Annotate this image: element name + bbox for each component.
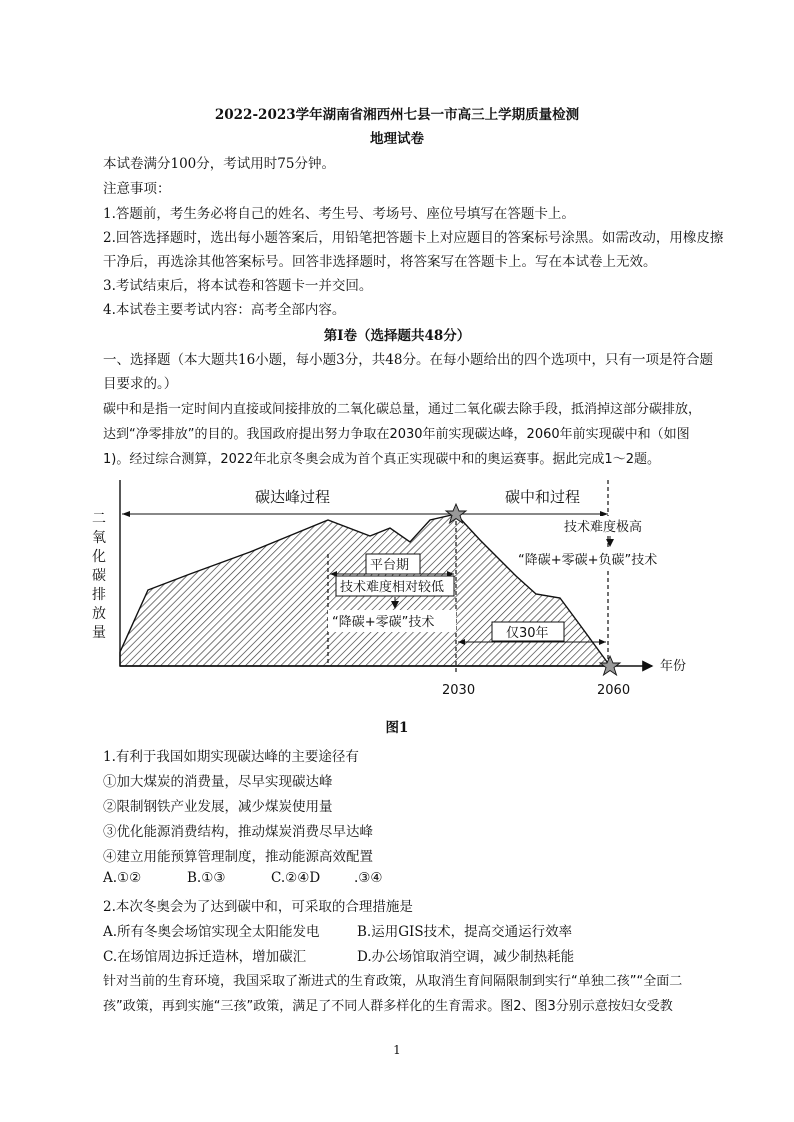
statement: ①加大煤炭的消费量，尽早实现碳达峰 xyxy=(103,774,333,790)
label-tech-reduce-zero: “降碳+零碳”技术 xyxy=(332,615,435,630)
section-title: 第Ⅰ卷（选择题共48分） xyxy=(323,328,471,344)
svg-text:二: 二 xyxy=(92,511,106,527)
score-line: 本试卷满分100分，考试用时75分钟。 xyxy=(103,156,335,172)
question-stem: 1.有利于我国如期实现碳达峰的主要途径有 xyxy=(103,749,359,765)
statement: ③优化能源消费结构，推动煤炭消费尽早达峰 xyxy=(103,824,373,840)
option-d: D.办公场馆取消空调，减少制热耗能 xyxy=(357,949,575,965)
label-peak-process: 碳达峰过程 xyxy=(255,488,331,506)
question-stem: 2.本次冬奥会为了达到碳中和，可采取的合理措施是 xyxy=(103,899,413,915)
section-intro: 目要求的。） xyxy=(103,376,178,392)
label-tech-high: 技术难度极高 xyxy=(564,520,643,535)
svg-text:排: 排 xyxy=(92,587,106,603)
x-axis-label: 年份 xyxy=(660,659,687,674)
option-b: B.①③ xyxy=(187,870,226,886)
passage-line: 达到“净零排放”的目的。我国政府提出努力争取在2030年前实现碳达峰，2060年前实现碳中和（如图 xyxy=(103,427,690,442)
option-b: B.运用GIS技术，提高交通运行效率 xyxy=(357,924,573,940)
figure-1-carbon-chart xyxy=(80,470,700,710)
passage-line: 1)。经过综合测算，2022年北京冬奥会成为首个真正实现碳中和的奥运赛事。据此完成1～2题。 xyxy=(103,452,660,467)
notice-item: 3.考试结束后，将本试卷和答题卡一并交回。 xyxy=(103,278,373,294)
svg-text:化: 化 xyxy=(92,549,106,565)
notice-item: 干净后，再选涂其他答案标号。回答非选择题时，将答案写在答题卡上。写在本试卷上无效。 xyxy=(103,254,657,270)
page-subtitle: 地理试卷 xyxy=(370,131,424,147)
option-c: C.在场馆周边拆迁造林，增加碳汇 xyxy=(103,949,307,965)
statement: ④建立用能预算管理制度，推动能源高效配置 xyxy=(103,849,373,865)
figure-caption: 图1 xyxy=(385,720,409,736)
notice-item: 4.本试卷主要考试内容：高考全部内容。 xyxy=(103,302,346,318)
year-2060-label: 2060 xyxy=(597,683,631,698)
y-axis-label xyxy=(92,511,106,641)
notice-heading: 注意事项： xyxy=(103,181,171,197)
svg-text:氧: 氧 xyxy=(92,530,106,546)
label-tech-low: 技术难度相对较低 xyxy=(340,580,445,595)
label-tech-reduce-zero-neg: “降碳+零碳+负碳”技术 xyxy=(518,553,658,568)
label-neutral-process: 碳中和过程 xyxy=(505,488,581,506)
passage-line: 孩”政策，再到实施“三孩”政策，满足了不同人群多样化的生育需求。图2、图3分别示意按妇女受教 xyxy=(103,999,673,1014)
option-a: A.①② xyxy=(103,870,142,886)
passage-line: 碳中和是指一定时间内直接或间接排放的二氧化碳总量，通过二氧化碳去除手段，抵消掉这部分碳排放， xyxy=(103,402,702,417)
page-number: 1 xyxy=(393,1043,401,1057)
svg-text:量: 量 xyxy=(92,625,106,641)
notice-item: 2.回答选择题时，选出每小题答案后，用铅笔把答题卡上对应题目的答案标号涂黑。如需改动，用橡皮擦 xyxy=(103,230,724,246)
notice-item: 1.答题前，考生务必将自己的姓名、考生号、考场号、座位号填写在答题卡上。 xyxy=(103,206,575,222)
svg-text:放: 放 xyxy=(92,606,106,622)
label-only-30: 仅30年 xyxy=(506,626,549,641)
svg-text:碳: 碳 xyxy=(92,568,106,584)
statement: ②限制钢铁产业发展，减少煤炭使用量 xyxy=(103,799,333,815)
page-title: 2022-2023学年湖南省湘西州七县一市高三上学期质量检测 xyxy=(214,107,580,123)
year-2030-label: 2030 xyxy=(442,683,476,698)
option-a: A.所有冬奥会场馆实现全太阳能发电 xyxy=(103,924,320,940)
option-c: C.②④D xyxy=(271,870,321,886)
section-intro: 一、选择题（本大题共16小题，每小题3分，共48分。在每小题给出的四个选项中，只有一项是符合题 xyxy=(103,352,713,368)
option-d: .③④ xyxy=(354,870,383,886)
label-platform: 平台期 xyxy=(370,558,410,573)
passage-line: 针对当前的生育环境，我国采取了渐进式的生育政策，从取消生育间隔限制到实行“单独二孩”“全面二 xyxy=(103,974,683,989)
